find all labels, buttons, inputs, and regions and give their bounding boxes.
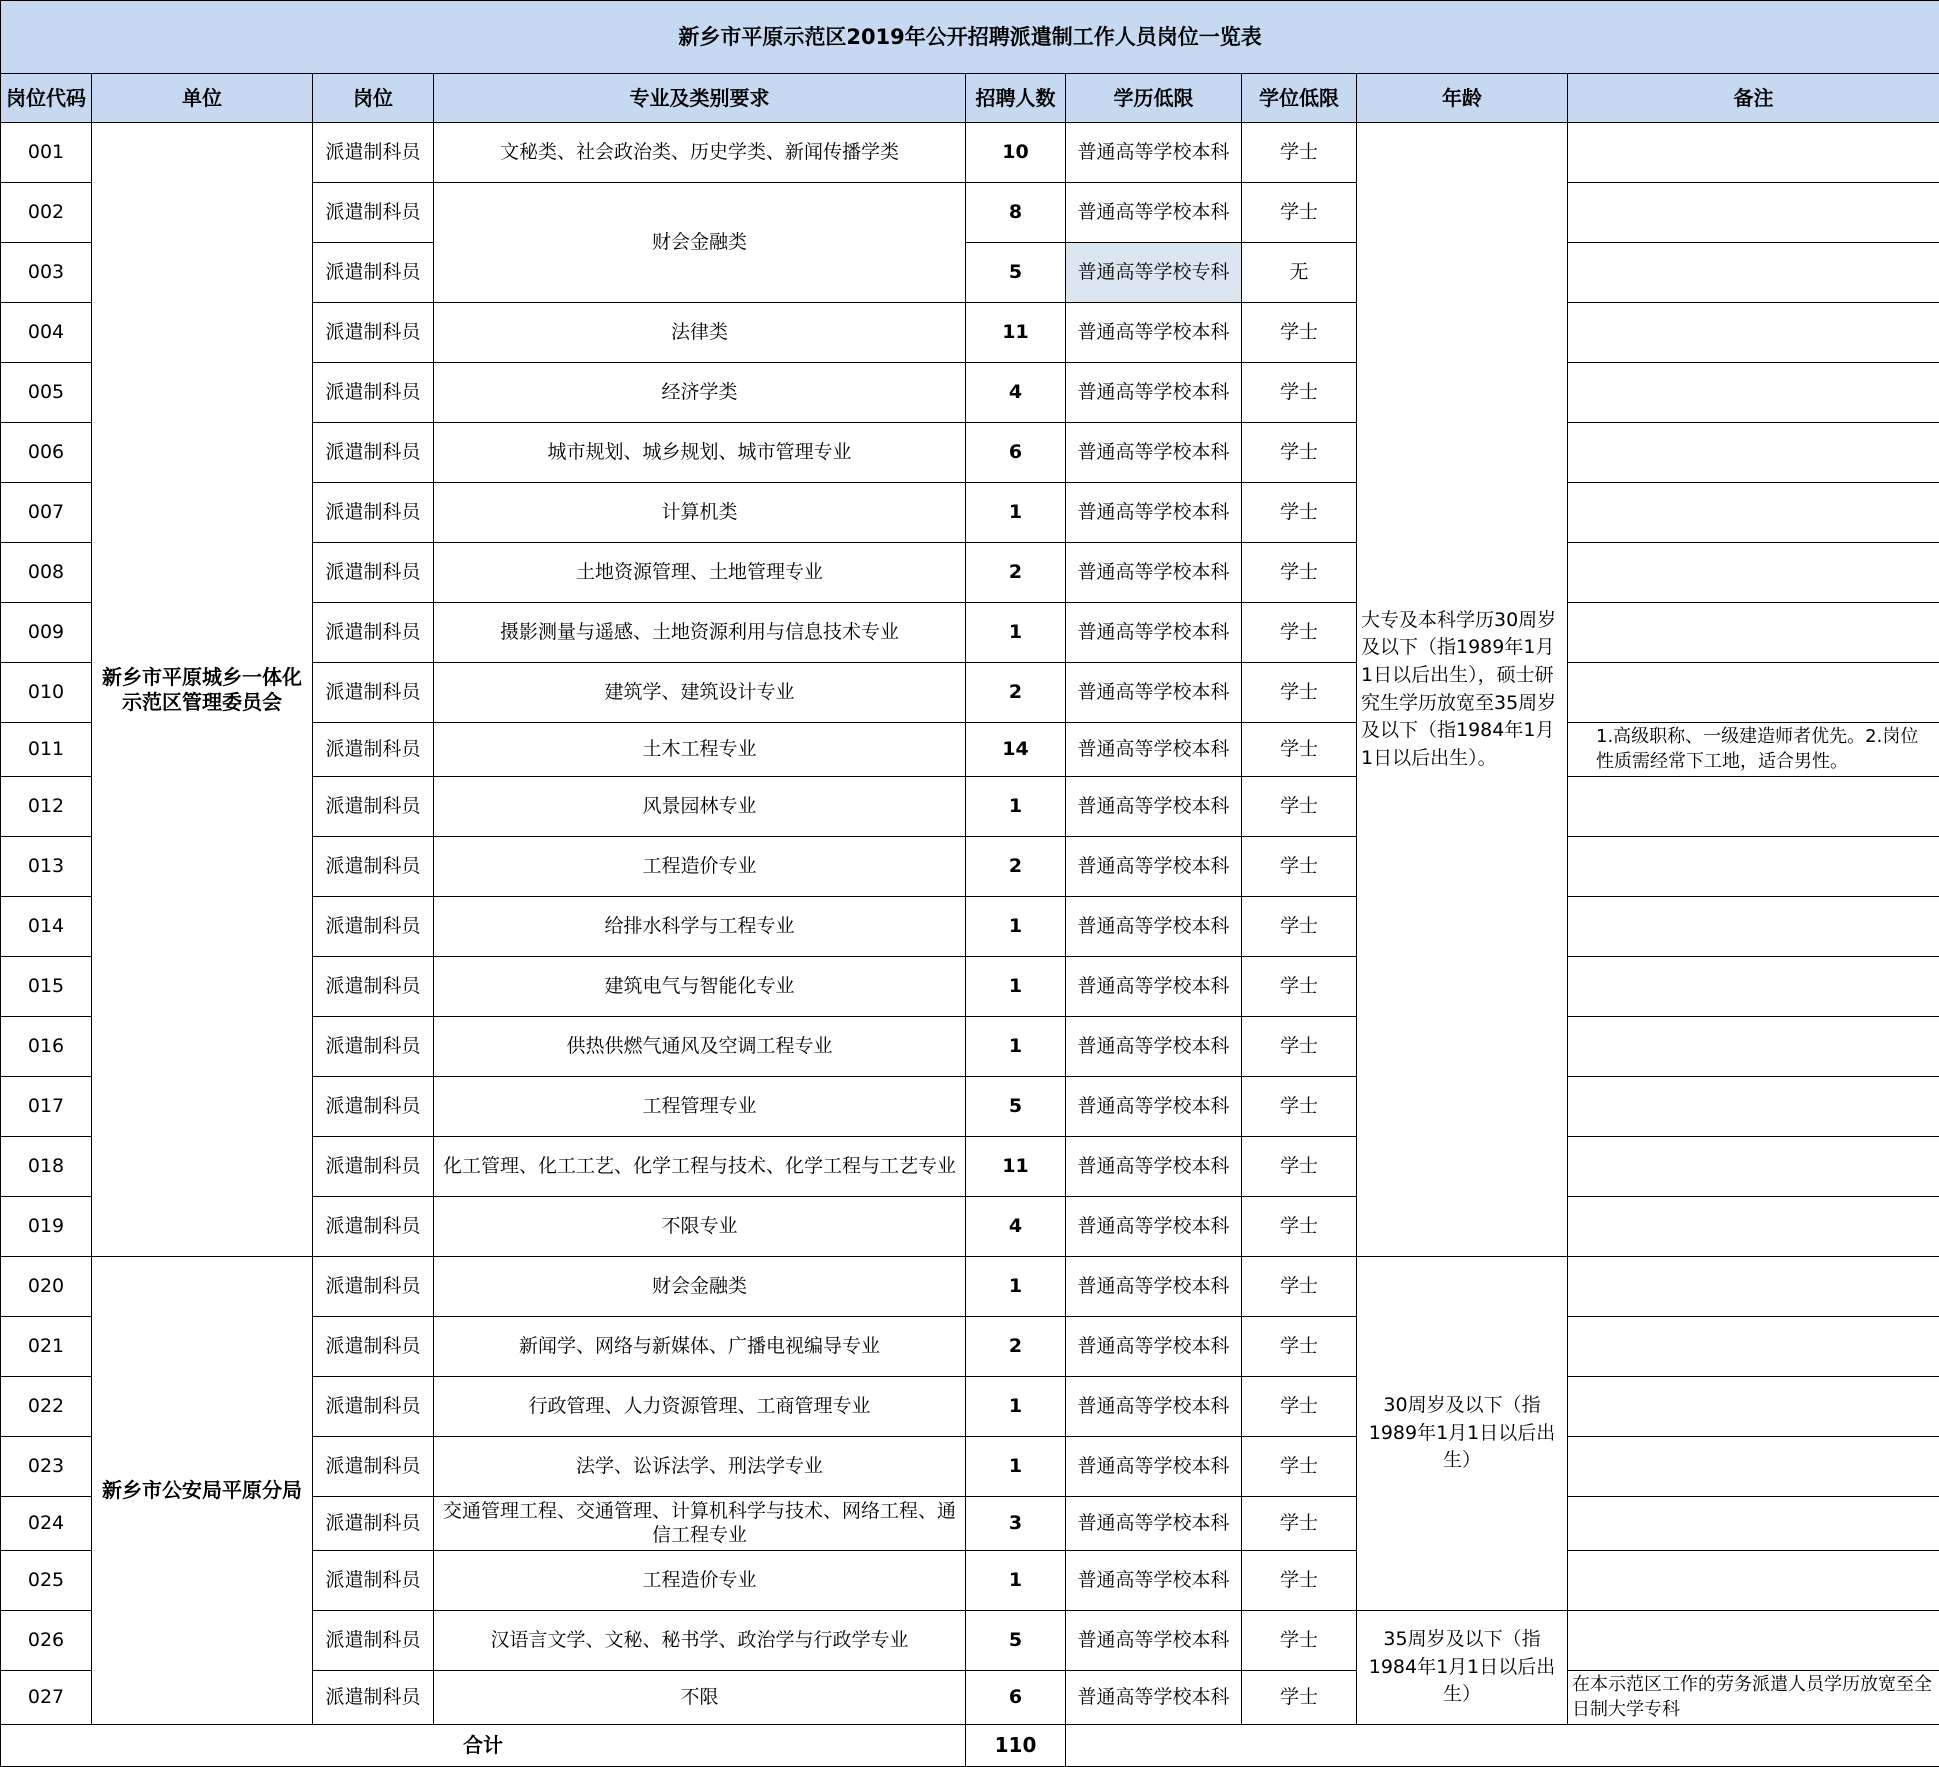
cell-post: 派遣制科员 [313,303,434,363]
cell-major: 土地资源管理、土地管理专业 [434,543,966,603]
cell-code: 008 [1,543,92,603]
notes-cell [1568,243,1939,303]
cell-edu: 普通高等学校本科 [1066,1077,1242,1137]
notes-cell [1568,1497,1939,1551]
cell-post: 派遣制科员 [313,603,434,663]
cell-count: 1 [966,1437,1066,1497]
total-row [1,1725,1939,1767]
cell-count: 1 [966,897,1066,957]
cell-post: 派遣制科员 [313,1257,434,1317]
cell-post: 派遣制科员 [313,423,434,483]
notes-cell [1568,363,1939,423]
cell-major: 城市规划、城乡规划、城市管理专业 [434,423,966,483]
cell-major: 新闻学、网络与新媒体、广播电视编导专业 [434,1317,966,1377]
cell-degree: 学士 [1242,363,1357,423]
cell-major: 计算机类 [434,483,966,543]
cell-major: 财会金融类 [434,1257,966,1317]
notes-cell: 1.高级职称、一级建造师者优先。2.岗位性质需经常下工地，适合男性。 [1568,723,1939,777]
cell-major: 风景园林专业 [434,777,966,837]
cell-edu: 普通高等学校本科 [1066,303,1242,363]
cell-degree: 学士 [1242,1137,1357,1197]
cell-post: 派遣制科员 [313,1551,434,1611]
age-cell: 大专及本科学历30周岁及以下（指1989年1月1日以后出生），硕士研究生学历放宽至35周岁及以下（指1984年1月1日以后出生）。 [1357,123,1568,1257]
cell-edu: 普通高等学校本科 [1066,1551,1242,1611]
cell-code: 011 [1,723,92,777]
cell-edu: 普通高等学校本科 [1066,1611,1242,1671]
header-count: 招聘人数 [966,74,1066,123]
cell-post: 派遣制科员 [313,777,434,837]
cell-edu: 普通高等学校本科 [1066,1017,1242,1077]
cell-edu: 普通高等学校本科 [1066,363,1242,423]
cell-code: 026 [1,1611,92,1671]
header-notes: 备注 [1568,74,1939,123]
cell-post: 派遣制科员 [313,1077,434,1137]
cell-degree: 学士 [1242,1257,1357,1317]
notes-cell [1568,777,1939,837]
cell-post: 派遣制科员 [313,1377,434,1437]
cell-count: 5 [966,1611,1066,1671]
cell-post: 派遣制科员 [313,1137,434,1197]
cell-degree: 学士 [1242,957,1357,1017]
cell-degree: 学士 [1242,723,1357,777]
notes-cell [1568,1551,1939,1611]
cell-post: 派遣制科员 [313,837,434,897]
notes-cell [1568,423,1939,483]
cell-edu: 普通高等学校本科 [1066,663,1242,723]
cell-post: 派遣制科员 [313,723,434,777]
cell-degree: 学士 [1242,777,1357,837]
cell-edu: 普通高等学校本科 [1066,1197,1242,1257]
cell-count: 4 [966,1197,1066,1257]
cell-degree: 学士 [1242,183,1357,243]
total-blank [1066,1725,1939,1767]
cell-post: 派遣制科员 [313,483,434,543]
notes-cell [1568,543,1939,603]
notes-cell [1568,1017,1939,1077]
cell-post: 派遣制科员 [313,1017,434,1077]
cell-post: 派遣制科员 [313,543,434,603]
header-row [1,74,1939,123]
cell-post: 派遣制科员 [313,123,434,183]
cell-degree: 学士 [1242,603,1357,663]
cell-post: 派遣制科员 [313,957,434,1017]
cell-count: 11 [966,1137,1066,1197]
cell-degree: 学士 [1242,1551,1357,1611]
cell-edu: 普通高等学校本科 [1066,423,1242,483]
cell-code: 007 [1,483,92,543]
cell-code: 010 [1,663,92,723]
notes-cell [1568,957,1939,1017]
cell-count: 1 [966,483,1066,543]
cell-code: 023 [1,1437,92,1497]
cell-post: 派遣制科员 [313,1437,434,1497]
notes-cell [1568,483,1939,543]
cell-post: 派遣制科员 [313,1671,434,1725]
cell-post: 派遣制科员 [313,183,434,243]
header-age: 年龄 [1357,74,1568,123]
cell-code: 024 [1,1497,92,1551]
cell-major: 财会金融类 [434,183,966,303]
cell-degree: 学士 [1242,1437,1357,1497]
cell-code: 021 [1,1317,92,1377]
total-label: 合计 [1,1725,966,1767]
cell-code: 018 [1,1137,92,1197]
cell-degree: 学士 [1242,1017,1357,1077]
cell-count: 2 [966,663,1066,723]
notes-cell [1568,1197,1939,1257]
cell-degree: 学士 [1242,1197,1357,1257]
cell-major: 工程管理专业 [434,1077,966,1137]
age-cell: 35周岁及以下（指1984年1月1日以后出生） [1357,1611,1568,1725]
cell-count: 1 [966,777,1066,837]
cell-edu: 普通高等学校本科 [1066,957,1242,1017]
cell-code: 027 [1,1671,92,1725]
header-degree: 学位低限 [1242,74,1357,123]
cell-edu: 普通高等学校本科 [1066,1377,1242,1437]
cell-post: 派遣制科员 [313,243,434,303]
cell-post: 派遣制科员 [313,363,434,423]
cell-major: 工程造价专业 [434,1551,966,1611]
cell-edu: 普通高等学校本科 [1066,777,1242,837]
cell-edu: 普通高等学校本科 [1066,723,1242,777]
cell-count: 14 [966,723,1066,777]
cell-degree: 学士 [1242,1497,1357,1551]
cell-major: 土木工程专业 [434,723,966,777]
cell-degree: 学士 [1242,663,1357,723]
cell-code: 019 [1,1197,92,1257]
cell-code: 009 [1,603,92,663]
cell-major: 不限 [434,1671,966,1725]
cell-edu: 普通高等学校本科 [1066,603,1242,663]
cell-post: 派遣制科员 [313,1317,434,1377]
age-cell: 30周岁及以下（指1989年1月1日以后出生） [1357,1257,1568,1611]
unit-cell: 新乡市平原城乡一体化示范区管理委员会 [92,123,313,1257]
cell-major: 法律类 [434,303,966,363]
total-value: 110 [966,1725,1066,1767]
table-title: 新乡市平原示范区2019年公开招聘派遣制工作人员岗位一览表 [1,1,1939,74]
notes-cell [1568,1257,1939,1317]
cell-major: 汉语言文学、文秘、秘书学、政治学与行政学专业 [434,1611,966,1671]
cell-code: 015 [1,957,92,1017]
cell-major: 法学、讼诉法学、刑法学专业 [434,1437,966,1497]
notes-cell [1568,1437,1939,1497]
cell-degree: 学士 [1242,837,1357,897]
cell-code: 004 [1,303,92,363]
cell-count: 2 [966,543,1066,603]
cell-count: 2 [966,1317,1066,1377]
cell-count: 5 [966,243,1066,303]
cell-count: 3 [966,1497,1066,1551]
cell-edu: 普通高等学校本科 [1066,1137,1242,1197]
notes-cell [1568,123,1939,183]
table-row [1,1257,1939,1317]
cell-count: 1 [966,1377,1066,1437]
cell-code: 001 [1,123,92,183]
notes-cell [1568,837,1939,897]
cell-major: 不限专业 [434,1197,966,1257]
cell-code: 014 [1,897,92,957]
header-unit: 单位 [92,74,313,123]
cell-edu: 普通高等学校专科 [1066,243,1242,303]
cell-edu: 普通高等学校本科 [1066,837,1242,897]
cell-major: 建筑学、建筑设计专业 [434,663,966,723]
cell-edu: 普通高等学校本科 [1066,543,1242,603]
cell-edu: 普通高等学校本科 [1066,1437,1242,1497]
cell-count: 6 [966,1671,1066,1725]
cell-degree: 学士 [1242,897,1357,957]
cell-code: 022 [1,1377,92,1437]
cell-edu: 普通高等学校本科 [1066,1317,1242,1377]
cell-degree: 学士 [1242,483,1357,543]
cell-count: 4 [966,363,1066,423]
cell-code: 006 [1,423,92,483]
cell-degree: 学士 [1242,123,1357,183]
unit-cell: 新乡市公安局平原分局 [92,1257,313,1725]
cell-edu: 普通高等学校本科 [1066,1497,1242,1551]
cell-edu: 普通高等学校本科 [1066,897,1242,957]
notes-cell [1568,897,1939,957]
cell-degree: 学士 [1242,1077,1357,1137]
cell-count: 2 [966,837,1066,897]
notes-cell [1568,1317,1939,1377]
cell-degree: 学士 [1242,303,1357,363]
cell-degree: 学士 [1242,1611,1357,1671]
cell-count: 1 [966,957,1066,1017]
cell-major: 行政管理、人力资源管理、工商管理专业 [434,1377,966,1437]
cell-major: 建筑电气与智能化专业 [434,957,966,1017]
cell-code: 002 [1,183,92,243]
cell-major: 文秘类、社会政治类、历史学类、新闻传播学类 [434,123,966,183]
cell-degree: 学士 [1242,1377,1357,1437]
cell-post: 派遣制科员 [313,1197,434,1257]
cell-count: 10 [966,123,1066,183]
cell-degree: 学士 [1242,1317,1357,1377]
cell-code: 003 [1,243,92,303]
cell-code: 005 [1,363,92,423]
cell-degree: 学士 [1242,1671,1357,1725]
cell-post: 派遣制科员 [313,897,434,957]
notes-cell: 在本示范区工作的劳务派遣人员学历放宽至全日制大学专科 [1568,1671,1939,1725]
notes-cell [1568,603,1939,663]
cell-edu: 普通高等学校本科 [1066,123,1242,183]
notes-cell [1568,1377,1939,1437]
header-major: 专业及类别要求 [434,74,966,123]
cell-major: 化工管理、化工工艺、化学工程与技术、化学工程与工艺专业 [434,1137,966,1197]
notes-cell [1568,1137,1939,1197]
header-code: 岗位代码 [1,74,92,123]
cell-degree: 学士 [1242,543,1357,603]
cell-edu: 普通高等学校本科 [1066,183,1242,243]
cell-count: 1 [966,1017,1066,1077]
notes-cell [1568,1611,1939,1671]
cell-edu: 普通高等学校本科 [1066,1257,1242,1317]
cell-edu: 普通高等学校本科 [1066,483,1242,543]
cell-code: 020 [1,1257,92,1317]
cell-degree: 学士 [1242,423,1357,483]
cell-code: 017 [1,1077,92,1137]
header-post: 岗位 [313,74,434,123]
cell-count: 5 [966,1077,1066,1137]
cell-count: 8 [966,183,1066,243]
notes-cell [1568,663,1939,723]
cell-code: 012 [1,777,92,837]
cell-major: 工程造价专业 [434,837,966,897]
cell-post: 派遣制科员 [313,663,434,723]
table-row [1,123,1939,183]
cell-degree: 无 [1242,243,1357,303]
notes-cell [1568,303,1939,363]
cell-count: 6 [966,423,1066,483]
cell-code: 013 [1,837,92,897]
cell-major: 供热供燃气通风及空调工程专业 [434,1017,966,1077]
cell-count: 1 [966,603,1066,663]
cell-code: 016 [1,1017,92,1077]
cell-count: 11 [966,303,1066,363]
cell-edu: 普通高等学校本科 [1066,1671,1242,1725]
header-edu: 学历低限 [1066,74,1242,123]
cell-major: 交通管理工程、交通管理、计算机科学与技术、网络工程、通信工程专业 [434,1497,966,1551]
cell-code: 025 [1,1551,92,1611]
cell-count: 1 [966,1257,1066,1317]
cell-major: 经济学类 [434,363,966,423]
notes-cell [1568,1077,1939,1137]
cell-post: 派遣制科员 [313,1611,434,1671]
cell-major: 摄影测量与遥感、土地资源利用与信息技术专业 [434,603,966,663]
cell-post: 派遣制科员 [313,1497,434,1551]
cell-major: 给排水科学与工程专业 [434,897,966,957]
cell-count: 1 [966,1551,1066,1611]
notes-cell [1568,183,1939,243]
